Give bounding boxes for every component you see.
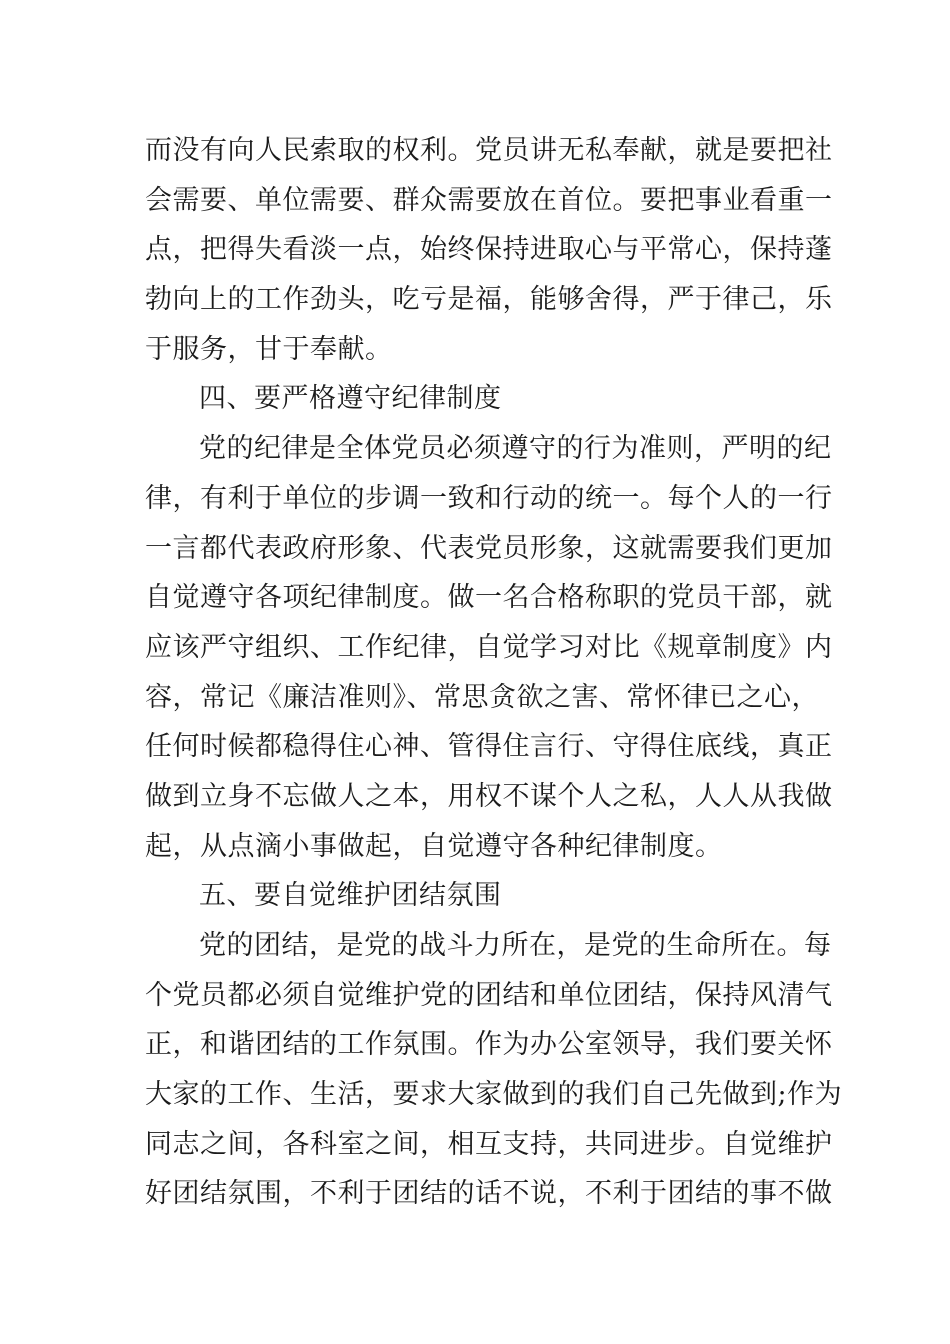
section-heading-4: 四、要严格遵守纪律制度 <box>199 383 502 415</box>
text-line: 于服务，甘于奉献。 <box>145 333 393 365</box>
text-line: 点，把得失看淡一点，始终保持进取心与平常心，保持蓬 <box>145 234 833 266</box>
text-line: 好团结氛围，不利于团结的话不说，不利于团结的事不做 <box>145 1178 833 1210</box>
text-line: 应该严守组织、工作纪律，自觉学习对比《规章制度》内 <box>145 631 833 663</box>
text-line: 而没有向人民索取的权利。党员讲无私奉献，就是要把社 <box>145 135 833 166</box>
text-line: 律，有利于单位的步调一致和行动的统一。每个人的一行 <box>145 482 833 514</box>
text-line: 勃向上的工作劲头，吃亏是福，能够舍得，严于律己，乐 <box>145 284 833 316</box>
text-line: 任何时候都稳得住心神、管得住言行、守得住底线，真正 <box>145 731 833 763</box>
section-heading-5: 五、要自觉维护团结氛围 <box>199 880 502 912</box>
paragraph-start: 党的团结，是党的战斗力所在，是党的生命所在。每 <box>199 930 832 961</box>
text-line: 大家的工作、生活，要求大家做到的我们自己先做到;作为 <box>145 1079 843 1111</box>
body-text <box>145 126 843 1219</box>
text-line: 同志之间，各科室之间，相互支持，共同进步。自觉维护 <box>145 1128 833 1160</box>
text-line: 自觉遵守各项纪律制度。做一名合格称职的党员干部，就 <box>145 582 833 614</box>
text-line: 会需要、单位需要、群众需要放在首位。要把事业看重一 <box>145 184 833 216</box>
text-line: 容，常记《廉洁准则》、常思贪欲之害、常怀律已之心， <box>145 681 819 713</box>
text-line: 正，和谐团结的工作氛围。作为办公室领导，我们要关怀 <box>145 1029 833 1061</box>
text-line: 做到立身不忘做人之本，用权不谋个人之私，人人从我做 <box>145 780 833 812</box>
text-line: 个党员都必须自觉维护党的团结和单位团结，保持风清气 <box>145 979 833 1011</box>
paragraph-start: 党的纪律是全体党员必须遵守的行为准则，严明的纪 <box>199 433 832 465</box>
text-line: 起，从点滴小事做起，自觉遵守各种纪律制度。 <box>145 830 723 862</box>
text-line: 一言都代表政府形象、代表党员形象，这就需要我们更加 <box>145 532 833 564</box>
